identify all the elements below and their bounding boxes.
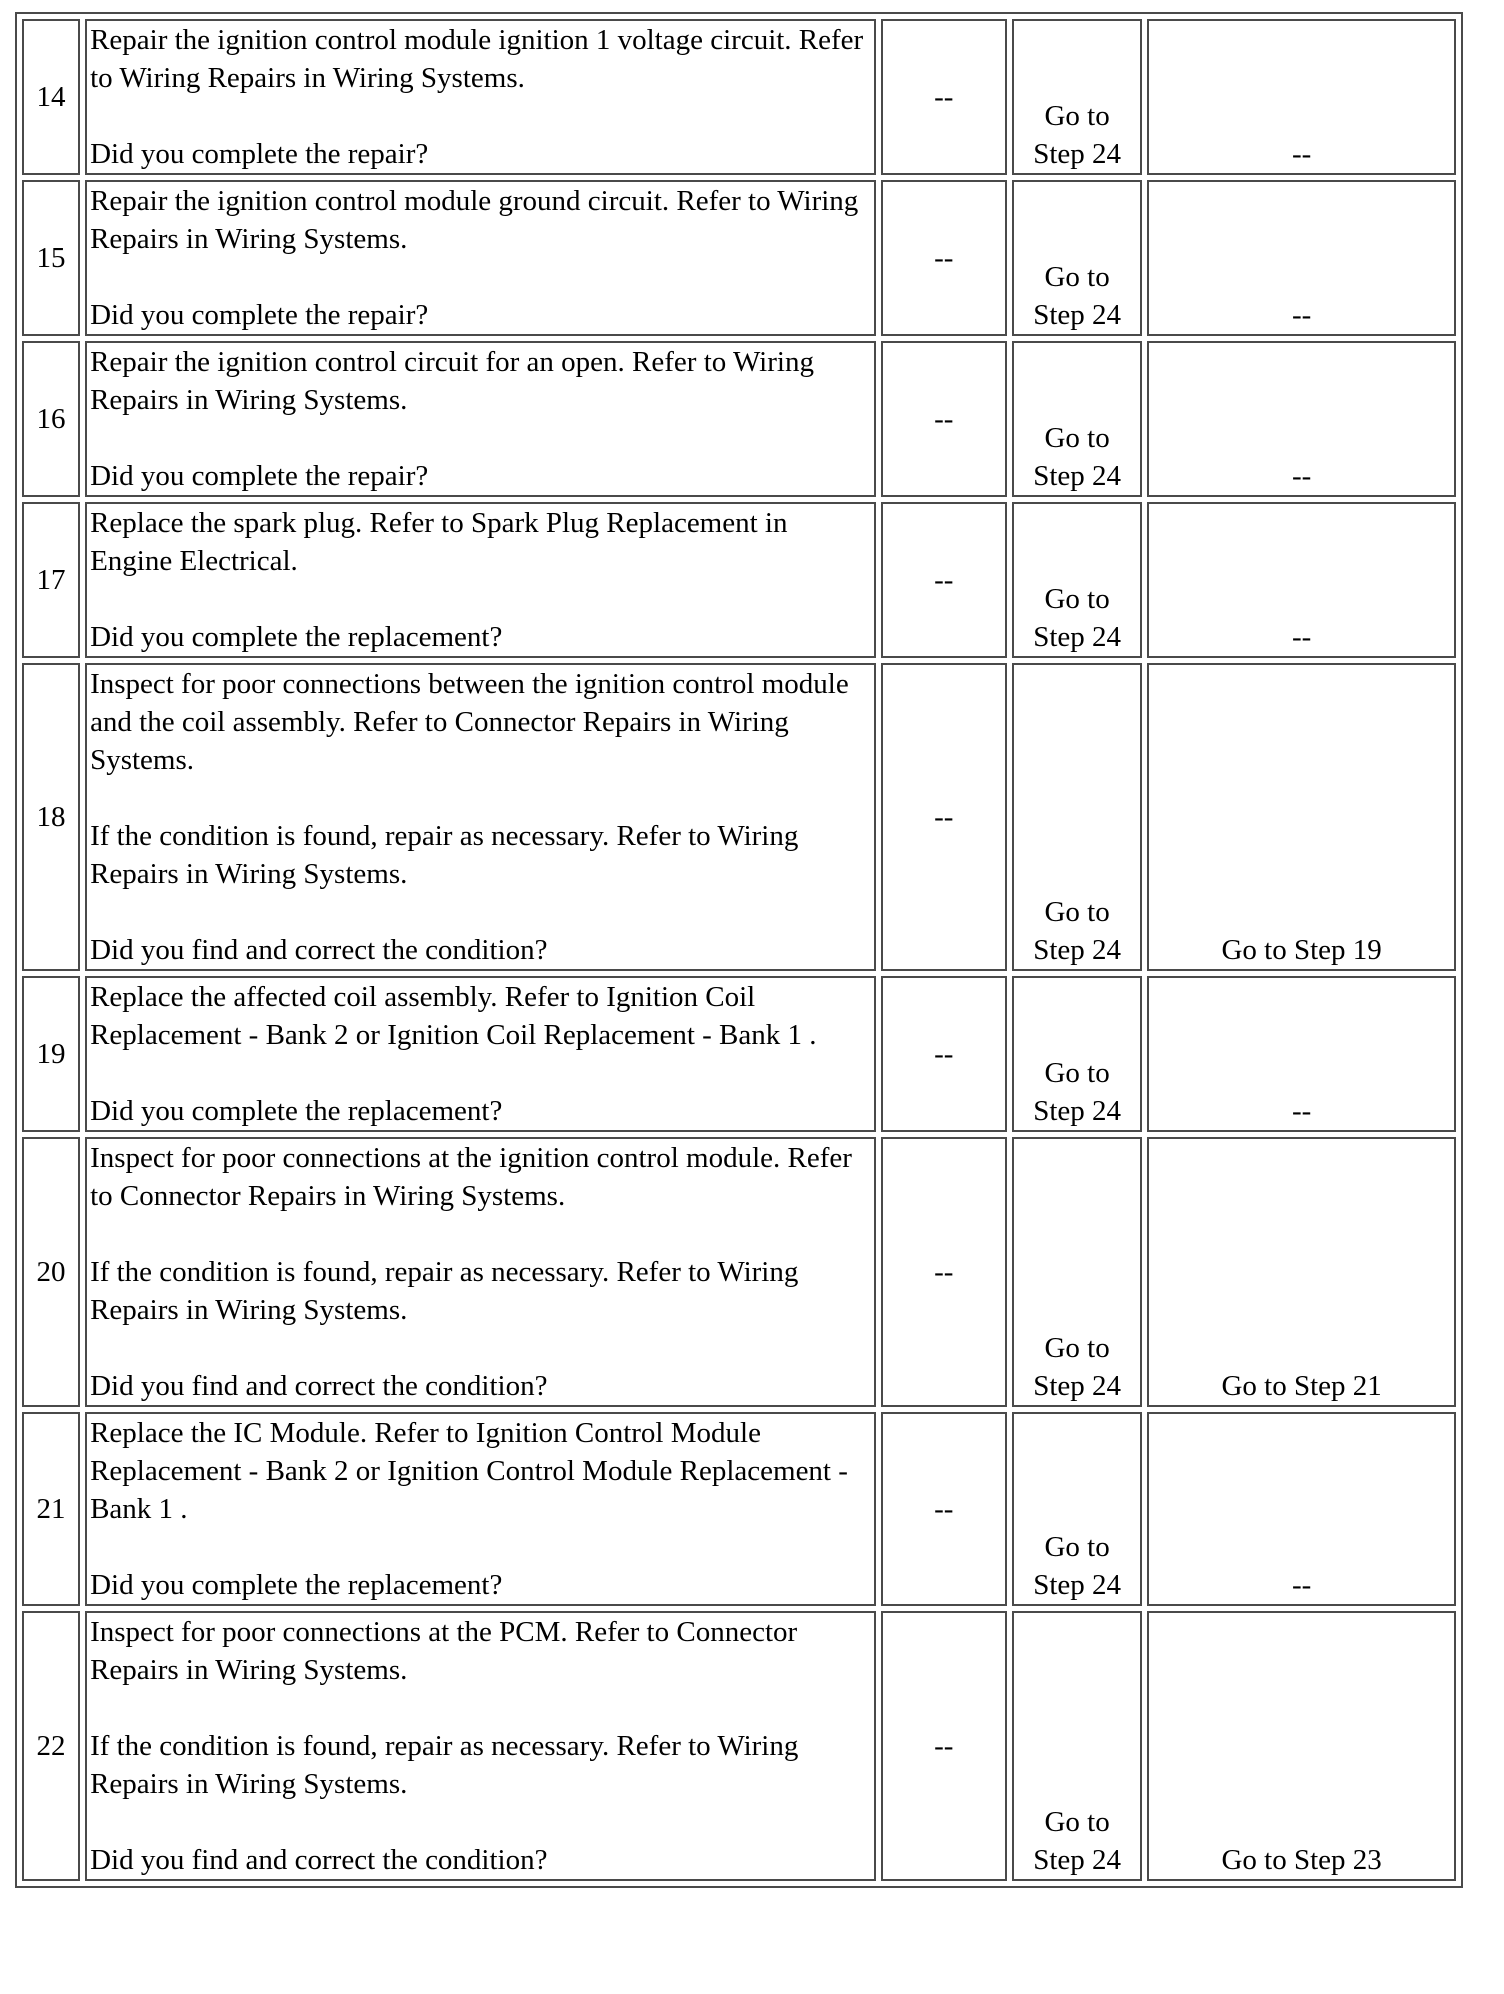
table-row — [22, 19, 1456, 175]
table-row — [22, 341, 1456, 497]
action-question: Did you complete the repair? — [90, 460, 429, 492]
yes-cell — [1012, 180, 1142, 336]
step-number: 19 — [22, 976, 80, 1132]
step-number: 17 — [22, 502, 80, 658]
action-instruction: If the condition is found, repair as necessary. Refer to Wiring Repairs in Wiring Systems. — [90, 1256, 799, 1326]
yes-action: Go to Step 24 — [1033, 261, 1121, 331]
yes-cell — [1012, 502, 1142, 658]
paragraph-gap — [90, 1054, 871, 1092]
action-instruction: Repair the ignition control module ground circuit. Refer to Wiring Repairs in Wiring Systems. — [90, 185, 859, 255]
value-cell: -- — [881, 1412, 1007, 1606]
table-row — [22, 976, 1456, 1132]
yes-cell — [1012, 341, 1142, 497]
action-instruction: Replace the spark plug. Refer to Spark Plug Replacement in Engine Electrical. — [90, 507, 788, 577]
yes-action: Go to Step 24 — [1033, 896, 1121, 966]
step-number: 14 — [22, 19, 80, 175]
yes-action: Go to Step 24 — [1033, 583, 1121, 653]
no-cell: -- — [1147, 19, 1456, 175]
action-instruction: Replace the affected coil assembly. Refer to Ignition Coil Replacement - Bank 2 or Ignition Coil Replacement - Bank 1 . — [90, 981, 817, 1051]
action-question: Did you complete the replacement? — [90, 1569, 503, 1601]
steps-table-body — [22, 19, 1456, 1881]
no-cell: Go to Step 23 — [1147, 1611, 1456, 1881]
paragraph-gap — [90, 1329, 871, 1367]
yes-action: Go to Step 24 — [1033, 100, 1121, 170]
action-cell — [85, 1137, 876, 1407]
step-number: 22 — [22, 1611, 80, 1881]
action-instruction: Repair the ignition control circuit for an open. Refer to Wiring Repairs in Wiring Systems. — [90, 346, 814, 416]
paragraph-gap — [90, 1689, 871, 1727]
no-cell: -- — [1147, 341, 1456, 497]
yes-action: Go to Step 24 — [1033, 1531, 1121, 1601]
action-cell — [85, 1412, 876, 1606]
yes-cell — [1012, 663, 1142, 971]
action-question: Did you complete the replacement? — [90, 621, 503, 653]
action-cell — [85, 976, 876, 1132]
step-number: 21 — [22, 1412, 80, 1606]
table-row — [22, 1137, 1456, 1407]
value-cell: -- — [881, 180, 1007, 336]
paragraph-gap — [90, 1215, 871, 1253]
table-row — [22, 180, 1456, 336]
action-cell — [85, 502, 876, 658]
paragraph-gap — [90, 97, 871, 135]
action-question: Did you complete the repair? — [90, 299, 429, 331]
value-cell: -- — [881, 19, 1007, 175]
action-question: Did you complete the replacement? — [90, 1095, 503, 1127]
value-cell: -- — [881, 1611, 1007, 1881]
paragraph-gap — [90, 779, 871, 817]
action-cell — [85, 19, 876, 175]
value-cell: -- — [881, 1137, 1007, 1407]
step-number: 15 — [22, 180, 80, 336]
paragraph-gap — [90, 893, 871, 931]
table-row — [22, 1611, 1456, 1881]
action-cell — [85, 663, 876, 971]
action-cell — [85, 180, 876, 336]
action-question: Did you find and correct the condition? — [90, 1370, 548, 1402]
value-cell: -- — [881, 502, 1007, 658]
table-row — [22, 1412, 1456, 1606]
yes-cell — [1012, 19, 1142, 175]
yes-action: Go to Step 24 — [1033, 422, 1121, 492]
step-number: 16 — [22, 341, 80, 497]
action-instruction: If the condition is found, repair as necessary. Refer to Wiring Repairs in Wiring Systems. — [90, 1730, 799, 1800]
table-row — [22, 502, 1456, 658]
yes-cell — [1012, 976, 1142, 1132]
action-question: Did you complete the repair? — [90, 138, 429, 170]
action-question: Did you find and correct the condition? — [90, 934, 548, 966]
step-number: 20 — [22, 1137, 80, 1407]
yes-action: Go to Step 24 — [1033, 1057, 1121, 1127]
no-cell: -- — [1147, 180, 1456, 336]
paragraph-gap — [90, 258, 871, 296]
action-cell — [85, 341, 876, 497]
action-question: Did you find and correct the condition? — [90, 1844, 548, 1876]
table-row — [22, 663, 1456, 971]
yes-action: Go to Step 24 — [1033, 1332, 1121, 1402]
action-instruction: Inspect for poor connections at the ignition control module. Refer to Connector Repairs in Wiring Systems. — [90, 1142, 852, 1212]
yes-action: Go to Step 24 — [1033, 1806, 1121, 1876]
diagnostic-steps-table — [15, 12, 1463, 1888]
no-cell: Go to Step 21 — [1147, 1137, 1456, 1407]
no-cell: Go to Step 19 — [1147, 663, 1456, 971]
action-instruction: If the condition is found, repair as necessary. Refer to Wiring Repairs in Wiring Systems. — [90, 820, 799, 890]
yes-cell — [1012, 1412, 1142, 1606]
yes-cell — [1012, 1611, 1142, 1881]
action-cell — [85, 1611, 876, 1881]
paragraph-gap — [90, 1528, 871, 1566]
paragraph-gap — [90, 1803, 871, 1841]
action-instruction: Inspect for poor connections between the ignition control module and the coil assembly. Refer to Connector Repairs in Wiring Systems. — [90, 668, 849, 776]
step-number: 18 — [22, 663, 80, 971]
no-cell: -- — [1147, 1412, 1456, 1606]
paragraph-gap — [90, 580, 871, 618]
action-instruction: Replace the IC Module. Refer to Ignition Control Module Replacement - Bank 2 or Ignition Control Module Replacement - Bank 1 . — [90, 1417, 848, 1525]
no-cell: -- — [1147, 502, 1456, 658]
value-cell: -- — [881, 663, 1007, 971]
yes-cell — [1012, 1137, 1142, 1407]
action-instruction: Inspect for poor connections at the PCM. Refer to Connector Repairs in Wiring Systems. — [90, 1616, 798, 1686]
no-cell: -- — [1147, 976, 1456, 1132]
value-cell: -- — [881, 341, 1007, 497]
action-instruction: Repair the ignition control module ignition 1 voltage circuit. Refer to Wiring Repairs in Wiring Systems. — [90, 24, 864, 94]
value-cell: -- — [881, 976, 1007, 1132]
paragraph-gap — [90, 419, 871, 457]
